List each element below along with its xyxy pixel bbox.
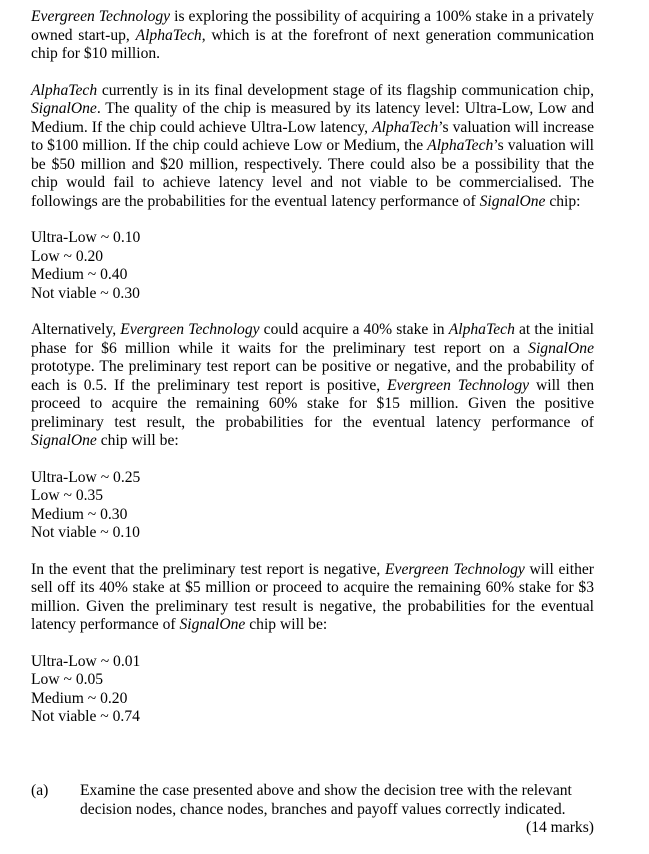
- list-item: Ultra-Low ~ 0.01: [31, 652, 141, 670]
- question-marks: (14 marks): [526, 819, 594, 836]
- base-probability-list: [31, 229, 594, 303]
- question-a: [31, 782, 594, 838]
- alternative-paragraph: Alternatively, Evergreen Technology could acquire a 40% stake in AlphaTech at the initial phase for $6 million while it waits for the preliminary test report on a SignalOne prototype. The preliminary test report can be positive or negative, and the probability of each is 0.5. If the preliminary test report is positive, Evergreen Technology will then proceed to acquire the remaining 60% stake for $15 million. Given the positive preliminary test result, the probabilities for the eventual latency performance of SignalOne chip will be:: [31, 321, 594, 449]
- list-item: Low ~ 0.35: [31, 487, 104, 504]
- list-item: Ultra-Low ~ 0.10: [31, 229, 141, 246]
- company-name: Evergreen Technology: [31, 8, 171, 25]
- list-item: Not viable ~ 0.74: [31, 708, 140, 725]
- list-item: Not viable ~ 0.10: [31, 524, 140, 541]
- chip-description-paragraph: AlphaTech currently is in its final development stage of its flagship communication chip, SignalOne. The quality of the chip is measured by its latency level: Ultra-Low, Low and Medium. If the chip could achieve Ultra-Low latency, AlphaTech’s valuation will increase to $100 million. If the chip could achieve Low or Medium, the AlphaTech’s valuation will be $50 million and $20 million, respectively. There could also be a possibility that the chip would fail to achieve latency level and not viable to be commercialised. The followings are the probabilities for the eventual latency performance of SignalOne chip:: [31, 81, 594, 210]
- list-item: Medium ~ 0.30: [31, 505, 128, 523]
- list-item: Medium ~ 0.20: [31, 689, 128, 707]
- question-text: Examine the case presented above and show the decision tree with the relevant decision nodes, chance nodes, branches and payoff values correctly indicated.: [80, 782, 572, 818]
- positive-probability-list: [31, 469, 594, 543]
- question-label: (a): [31, 782, 49, 799]
- intro-paragraph: Evergreen Technology is exploring the possibility of acquiring a 100% stake in a privately owned start-up, AlphaTech, which is at the forefront of next generation communication chip for $10 million.: [31, 8, 594, 62]
- list-item: Low ~ 0.05: [31, 671, 104, 688]
- startup-name: AlphaTech: [135, 26, 202, 44]
- list-item: Low ~ 0.20: [31, 247, 104, 265]
- negative-probability-list: [31, 653, 594, 727]
- list-item: Not viable ~ 0.30: [31, 284, 140, 302]
- list-item: Medium ~ 0.40: [31, 266, 128, 283]
- list-item: Ultra-Low ~ 0.25: [31, 468, 141, 486]
- negative-result-paragraph: In the event that the preliminary test report is negative, Evergreen Technology will either sell off its 40% stake at $5 million or proceed to acquire the remaining 60% stake for $3 million. Given the preliminary test result is negative, the probabilities for the eventual latency performance of SignalOne chip will be:: [31, 560, 594, 633]
- document-body: [31, 8, 594, 745]
